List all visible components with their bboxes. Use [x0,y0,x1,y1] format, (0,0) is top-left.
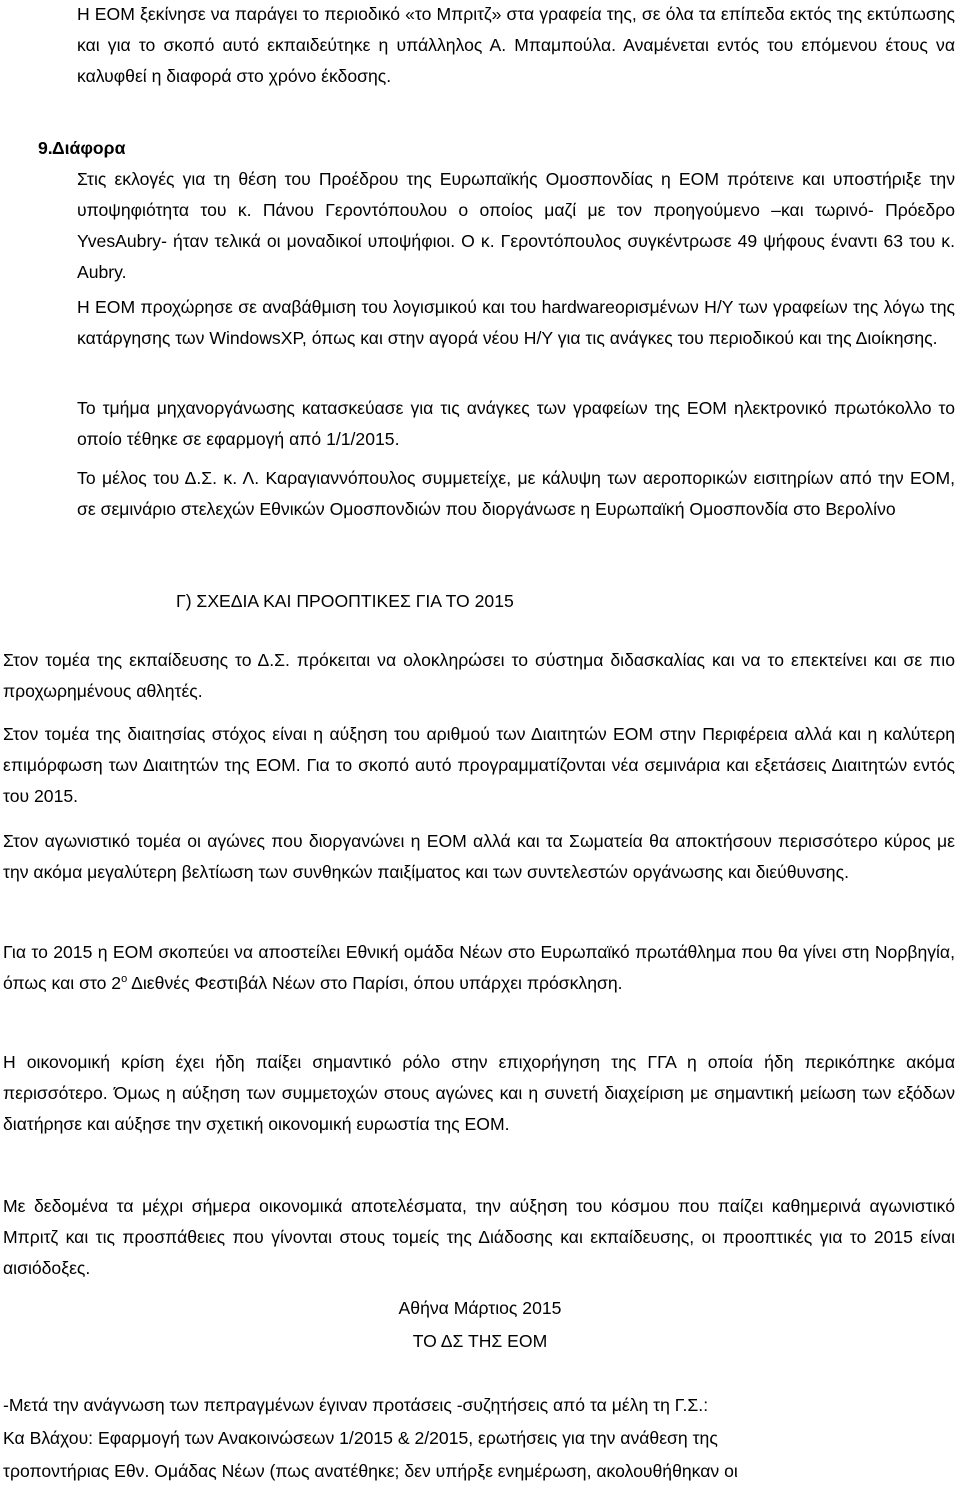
section-9-title: Διάφορα [52,138,126,158]
paragraph-refereeing: Στον τομέα της διαιτησίας στόχος είναι η αύξηση του αριθμού των Διαιτητών ΕΟΜ στην Περιφέρεια αλλά και η καλύτερη επιμόρφωση των Διαιτητών της ΕΟΜ. Για το σκοπό αυτό προγραμματίζονται νέα σεμινάρια και εξετάσεις Διαιτητών εντός του 2015. [3,724,955,806]
paragraph-education: Στον τομέα της εκπαίδευσης το Δ.Σ. πρόκειται να ολοκληρώσει το σύστημα διδασκαλίας και να το επεκτείνει και σε πιο προχωρημένους αθλητές. [3,650,955,701]
paragraph-youth-team [3,937,955,999]
paragraph-election: Στις εκλογές για τη θέση του Προέδρου της Ευρωπαϊκής Ομοσπονδίας η ΕΟΜ πρότεινε και υποστήριξε την υποψηφιότητα του κ. Πάνου Γεροντόπουλου ο οποίος μαζί με τον προηγούμενο –και τωρινό- Πρόεδρο YvesAubry- ήταν τελικά οι μοναδικοί υποψήφιοι. Ο κ. Γεροντόπουλος συγκέντρωσε 49 ψήφους έναντι 63 του κ. Aubry. [77,169,955,282]
youth-text-start: Για το 2015 η ΕΟΜ σκοπεύει να αποστείλει Εθνική ομάδα Νέων στο Ευρωπαϊκό πρωτάθλημα που θα γίνει στη Νορβηγία, όπως και στο 2 [3,942,955,993]
footer-line-2: Κα Βλάχου: Εφαρμογή των Ανακοινώσεων 1/2015 & 2/2015, ερωτήσεις για την ανάθεση της [3,1428,718,1448]
paragraph-seminar: Το μέλος του Δ.Σ. κ. Λ. Καραγιαννόπουλος συμμετείχε, με κάλυψη των αεροπορικών εισιτηρίων από την ΕΟΜ, σε σεμινάριο στελεχών Εθνικών Ομοσπονδιών που διοργάνωσε η Ευρωπαϊκή Ομοσπονδία στο Βερολίνο [77,468,955,519]
footer-line-1: -Μετά την ανάγνωση των πεπραγμένων έγιναν προτάσεις -συζητήσεις από τα μέλη τη Γ.Σ.: [3,1395,709,1415]
section-9-heading [38,133,125,164]
paragraph-outlook: Με δεδομένα τα μέχρι σήμερα οικονομικά αποτελέσματα, την αύξηση του κόσμου που παίζει καθημερινά αγωνιστικό Μπριτζ και τις προσπάθειες που γίνονται στους τομείς της Διάδοσης και εκπαίδευσης, οι προοπτικές για το 2015 είναι αισιόδοξες. [3,1196,955,1278]
signature-place-date: Αθήνα Μάρτιος 2015 [398,1298,562,1318]
ordinal-superscript: ο [121,973,128,986]
paragraph-economy: Η οικονομική κρίση έχει ήδη παίξει σημαντικό ρόλο στην επιχορήγηση της ΓΓΑ η οποία ήδη περικόπηκε ακόμα περισσότερο. Όμως η αύξηση των συμμετοχών στους αγώνες και η συνετή διαχείριση με σημαντική μείωση των εξόδων διατήρησε και αύξησε την σχετική οικονομική ευρωστία της ΕΟΜ. [3,1052,955,1134]
youth-text-end: Διεθνές Φεστιβάλ Νέων στο Παρίσι, όπου υπάρχει πρόσκληση. [127,973,623,993]
section-9-number: 9. [38,138,53,158]
section-g-heading: Γ) ΣΧΕΔΙΑ ΚΑΙ ΠΡΟΟΠΤΙΚΕΣ ΓΙΑ ΤΟ 2015 [176,591,514,611]
paragraph-protocol: Το τμήμα μηχανοργάνωσης κατασκεύασε για τις ανάγκες των γραφείων της ΕΟΜ ηλεκτρονικό πρωτόκολλο το οποίο τέθηκε σε εφαρμογή από 1/1/2015. [77,398,955,449]
intro-paragraph: Η ΕΟΜ ξεκίνησε να παράγει το περιοδικό «το Μπριτζ» στα γραφεία της, σε όλα τα επίπεδα εκτός της εκτύπωσης και για το σκοπό αυτό εκπαιδεύτηκε η υπάλληλος Α. Μπαμπούλα. Αναμένεται εντός του επόμενου έτους να καλυφθεί η διαφορά στο χρόνο έκδοσης. [77,4,955,86]
footer-line-3: τροποντήριας Εθν. Ομάδας Νέων (πως ανατέθηκε; δεν υπήρξε ενημέρωση, ακολουθήθηκαν οι [3,1461,738,1481]
paragraph-software: Η ΕΟΜ προχώρησε σε αναβάθμιση του λογισμικού και του hardwareορισμένων Η/Υ των γραφείων της λόγω της κατάργησης των WindowsXP, όπως και στην αγορά νέου Η/Υ για τις ανάγκες του περιοδικού και της Διοίκησης. [77,297,955,348]
paragraph-competition: Στον αγωνιστικό τομέα οι αγώνες που διοργανώνει η ΕΟΜ αλλά και τα Σωματεία θα αποκτήσουν περισσότερο κύρος με την ακόμα μεγαλύτερη βελτίωση των συνθηκών παιξίματος και των συντελεστών οργάνωσης και διεύθυνσης. [3,831,955,882]
signature-signer: ΤΟ ΔΣ ΤΗΣ ΕΟΜ [412,1331,548,1351]
